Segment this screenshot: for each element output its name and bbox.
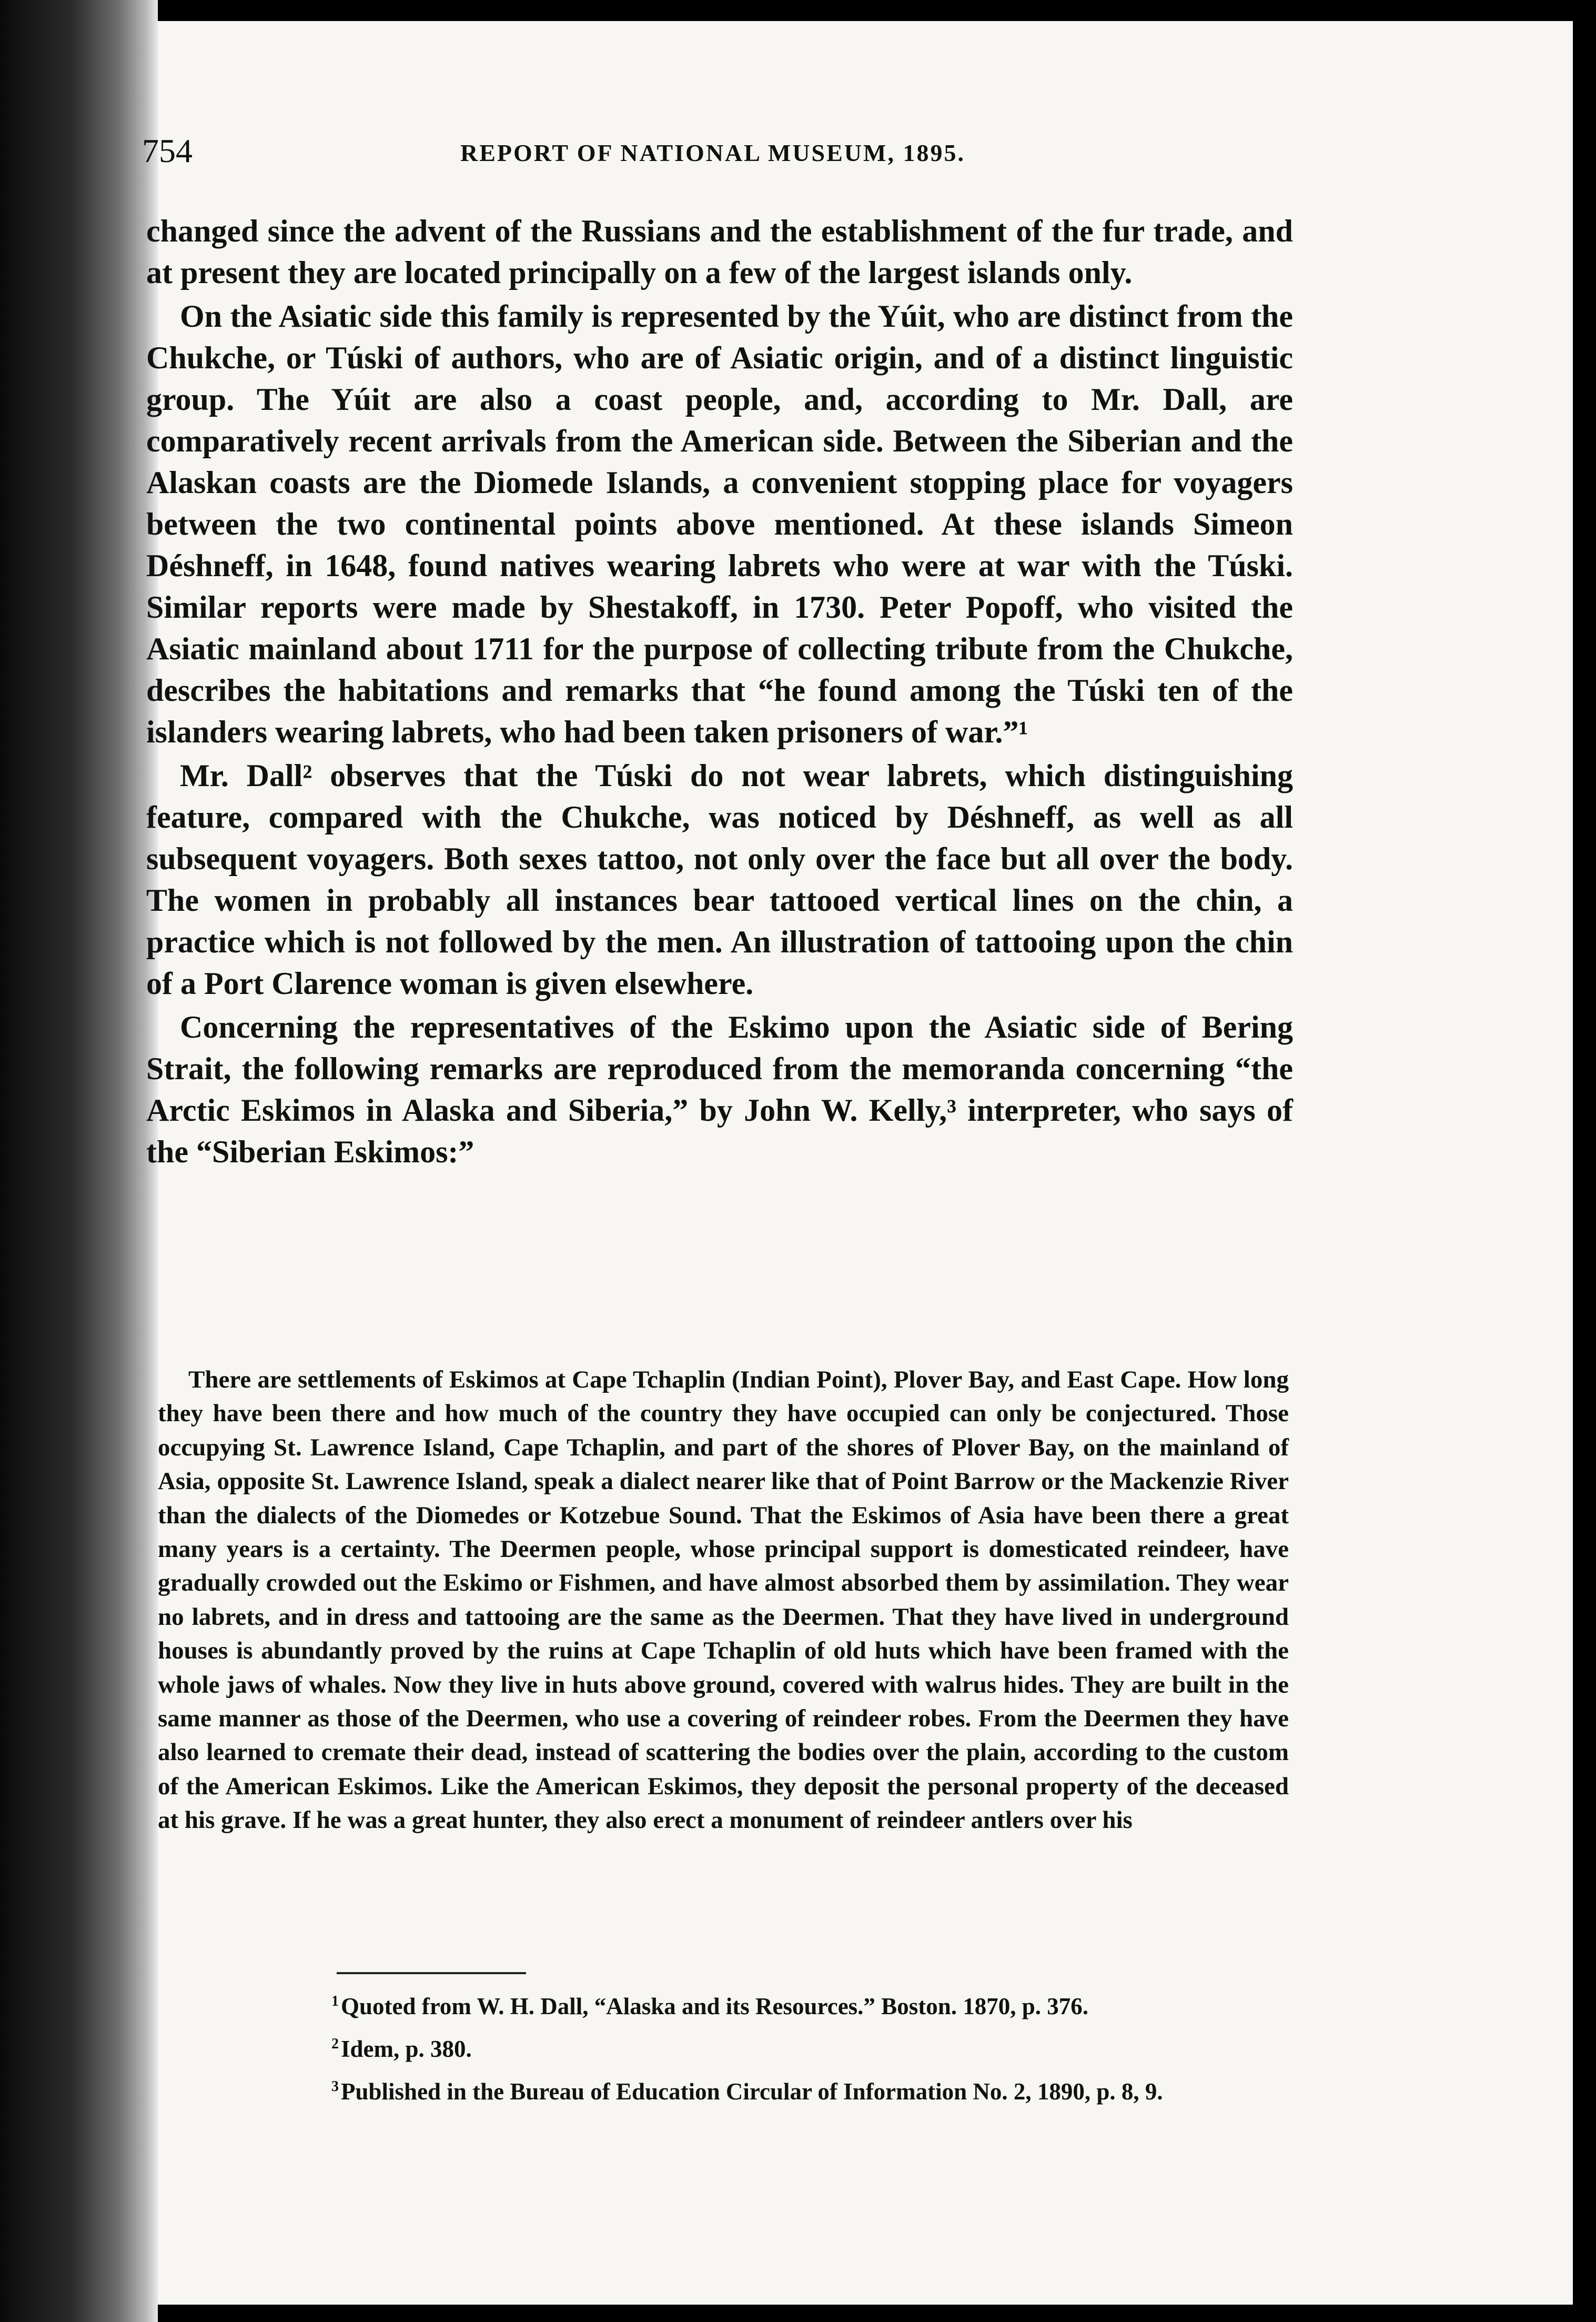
block-quote: There are settlements of Eskimos at Cape Tchaplin (Indian Point), Plover Bay, and East Cape. How long they have been there and how much of the country they have occupied can only be conjectured. Those occupying St. Lawrence Island, Cape Tchaplin, and part of the shores of Plover Bay, on the mainland of Asia, opposite St. Lawrence Island, speak a dialect nearer like that of Point Barrow or the Mackenzie River than the dialects of the Diomedes or Kotzebue Sound. That the Eskimos of Asia have been there a great many years is a certainty. The Deermen people, whose principal support is domesticated reindeer, have gradually crowded out the Eskimo or Fishmen, and have almost absorbed them by assimilation. They wear no labrets, and in dress and tattooing are the same as the Deermen. That they have lived in underground houses is abundantly proved by the ruins at Cape Tchaplin of old huts which have been framed with the whole jaws of whales. Now they live in huts above ground, covered with walrus hides. They are built in the same manner as those of the Deermen, who use a covering of reindeer robes. From the Deermen they have also learned to cremate their dead, instead of scattering the bodies over the plain, according to the custom of the American Eskimos. Like the American Eskimos, they deposit the personal property of the deceased at his grave. If he was a great hunter, they also erect a monument of reindeer antlers over his <box>158 1366 1289 1834</box>
paragraph: On the Asiatic side this family is represented by the Yúit, who are distinct from the Chukche, or Túski of authors, who are of Asiatic origin, and of a distinct linguistic group. The Yúit are also a coast people, and, according to Mr. Dall, are comparatively recent arrivals from the American side. Between the Siberian and the Alaskan coasts are the Diomede Islands, a convenient stopping place for voyagers between the two continental points above mentioned. At these islands Simeon Déshneff, in 1648, found natives wearing labrets who were at war with the Túski. Similar reports were made by Shestakoff, in 1730. Peter Popoff, who visited the Asiatic mainland about 1711 for the purpose of collecting tribute from the Chukche, describes the habitations and remarks that “he found among the Túski ten of the islanders wearing labrets, who had been taken prisoners of war.”¹ <box>146 299 1293 749</box>
paragraph: Mr. Dall² observes that the Túski do not wear labrets, which distinguishing feature, compared with the Chukche, was noticed by Déshneff, as well as all subsequent voyagers. Both sexes tattoo, not only over the face but all over the body. The women in probably all instances bear tattooed vertical lines on the chin, a practice which is not followed by the men. An illustration of tattooing upon the chin of a Port Clarence woman is given elsewhere. <box>146 758 1293 1001</box>
main-text <box>146 210 1293 1173</box>
footnote <box>331 2068 1436 2110</box>
footnote-mark: 2 <box>331 2036 339 2052</box>
footnote-text: Quoted from W. H. Dall, “Alaska and its Resources.” Boston. 1870, p. 376. <box>341 1993 1088 2019</box>
paragraph: changed since the advent of the Russians and the establishment of the fur trade, and at present they are located principally on a few of the largest islands only. <box>146 214 1293 290</box>
page-number: 754 <box>142 132 193 169</box>
footnote-mark: 3 <box>331 2078 339 2095</box>
running-head: REPORT OF NATIONAL MUSEUM, 1895. <box>460 139 965 166</box>
paragraph: Concerning the representatives of the Eskimo upon the Asiatic side of Bering Strait, the following remarks are reproduced from the memoranda concerning “the Arctic Eskimos in Alaska and Siberia,” by John W. Kelly,³ interpreter, who says of the “Siberian Eskimos:” <box>146 1010 1293 1169</box>
footnote-text: Idem, p. 380. <box>341 2036 472 2062</box>
scan-edge <box>1573 0 1596 2322</box>
footnote-mark: 1 <box>331 1993 339 2009</box>
footnotes <box>331 1983 1436 2110</box>
page-header <box>142 132 1284 179</box>
footnote-text: Published in the Bureau of Education Circular of Information No. 2, 1890, p. 8, 9. <box>341 2078 1163 2105</box>
footnote <box>331 2025 1436 2068</box>
footnote-rule <box>337 1972 526 1974</box>
book-binding-shadow <box>0 0 158 2322</box>
footnote <box>331 1983 1436 2025</box>
